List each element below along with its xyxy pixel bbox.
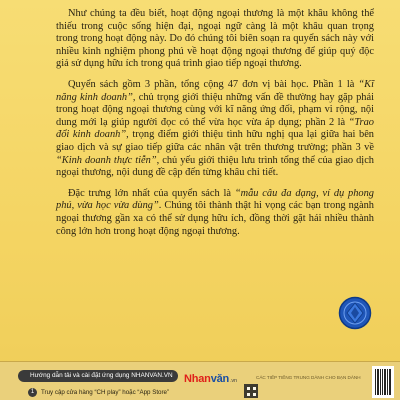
diamond-seal-icon (338, 296, 372, 330)
step-number: 1 (28, 388, 37, 397)
logo-part2: văn (210, 373, 230, 385)
part1-title: “Kĩ năng kinh doanh” (56, 78, 374, 103)
step-text: Truy cập cửa hàng “CH play” hoặc “App Store” (41, 388, 170, 396)
guide-step (28, 386, 169, 398)
part3-title: “Kinh doanh thực tiễn” (56, 154, 157, 166)
logo-part1: Nhan (184, 373, 211, 385)
text-run: , chủ yếu giới thiệu lưu trình tổng thể của giao dịch ngoại thương, nội dung đề cập đến từng khâu chi tiết. (56, 154, 374, 179)
footer-small-text: CÁC TIẾP TIẾNG TRUNG DÀNH CHO BẠN DÀNH (256, 375, 361, 380)
qr-code-icon (244, 384, 258, 398)
barcode-icon (372, 366, 394, 398)
paragraph-intro: Như chúng ta đều biết, hoạt động ngoại thương là một khâu không thể thiếu trong cuộc sống hiện đại, ngoại ngữ càng là một khâu quan trọng trong trong hoạt động này. Do đó chúng tôi biên soạn ra quyển sách này với nhiều kinh nghiệm phong phú về hoạt động ngoại thương để giúp quý độc giả sử dụng hữu ích trong quá trình giao tiếp ngoại thương. (56, 8, 374, 70)
text-run: Quyển sách gồm 3 phần, tổng cộng 47 đơn vị bài học. Phần 1 là (68, 78, 359, 90)
text-run: , trọng điểm giới thiệu tình hữu nghị qua lại giữa hai bên giao dịch và sự giao tiếp giữa các nhân vật trên thương trường; phần 3 về (56, 129, 374, 153)
app-guide-banner: Hướng dẫn tải và cài đặt ứng dụng NHANVAN.VN (18, 370, 178, 382)
logo-domain: .vn (230, 378, 237, 384)
text-run: Đặc trưng lớn nhất của quyển sách là (68, 187, 235, 199)
feature-quote: “mẫu câu đa dạng, ví dụ phong phú, vừa học vừa dùng” (56, 187, 374, 212)
publisher-logo (184, 371, 237, 387)
paragraph-feature (56, 188, 374, 238)
paragraph-structure (56, 79, 374, 180)
text-run: . Chúng tôi thành thật hi vọng các bạn trong ngành ngoại thương gần xa có thể sử dụng hữu ích, đồng thời gặt hái nhiều thành công lớn hơn trong hoạt động ngoại thương. (56, 200, 374, 237)
text-run: , chủ trọng giới thiệu những vấn đề thường hay gặp phải trong hoạt động ngoại thương cùng với kĩ năng ứng đối, phạm vi rộng, nội dung mới lạ giúp người đọc có thể vừa học vừa áp dụng; phần 2 là (56, 91, 374, 128)
part2-title: “Trao đổi kinh doanh” (56, 116, 374, 141)
cover-body-text (56, 8, 374, 246)
